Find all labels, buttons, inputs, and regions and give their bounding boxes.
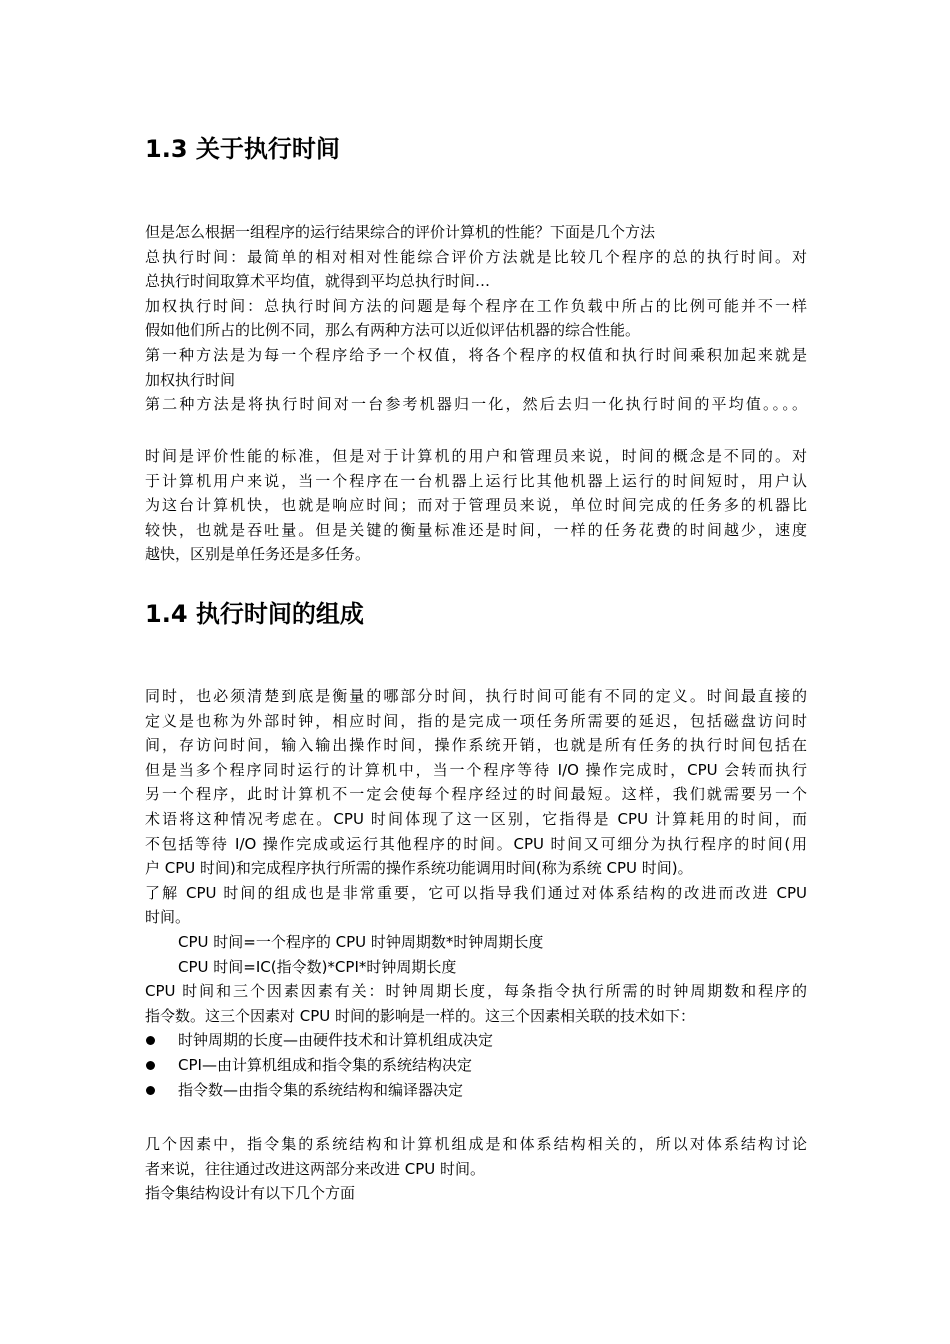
section-1-3-paragraph-1 <box>145 220 807 417</box>
bullet-icon <box>146 1086 155 1095</box>
text-line: 总执行时间取算术平均值，就得到平均总执行时间… <box>145 272 491 291</box>
text-line: 为这台计算机快，也就是响应时间；而对于管理员来说，单位时间完成的任务多的机器比 <box>145 496 807 515</box>
bullet-icon <box>146 1036 155 1045</box>
section-1-4-paragraph-3 <box>145 1132 807 1206</box>
bullet-text: 指令数—由指令集的系统结构和编译器决定 <box>178 1080 464 1099</box>
formula-line: CPU 时间=一个程序的 CPU 时钟周期数*时钟周期长度 <box>178 932 544 951</box>
text-line: 第一种方法是为每一个程序给予一个权值，将各个程序的权值和执行时间乘积加起来就是 <box>145 345 807 364</box>
text-line: 同时，也必须清楚到底是衡量的哪部分时间，执行时间可能有不同的定义。时间最直接的 <box>145 687 807 705</box>
section-1-3-paragraph-2 <box>145 444 807 567</box>
text-line: 时间是评价性能的标准，但是对于计算机的用户和管理员来说，时间的概念是不同的。对 <box>145 447 807 465</box>
text-line: 总执行时间：最简单的相对相对性能综合评价方法就是比较几个程序的总的执行时间。对 <box>145 247 807 266</box>
text-line: 几个因素中，指令集的系统结构和计算机组成是和体系结构相关的，所以对体系结构讨论 <box>145 1135 807 1153</box>
bullet-item <box>145 1078 807 1103</box>
text-line: 术语将这种情况考虑在。CPU 时间体现了这一区别，它指得是 CPU 计算耗用的时间，而 <box>145 809 807 828</box>
section-1-3-heading: 1.3 关于执行时间 <box>145 135 340 163</box>
section-1-4-heading: 1.4 执行时间的组成 <box>145 600 364 628</box>
text-line: 但是当多个程序同时运行的计算机中，当一个程序等待 I/O 操作完成时，CPU 会转而执行 <box>145 760 807 779</box>
text-line: 了解 CPU 时间的组成也是非常重要，它可以指导我们通过对体系结构的改进而改进 CPU <box>145 883 807 902</box>
text-line: 间，存访问时间，输入输出操作时间，操作系统开销，也就是所有任务的执行时间包括在 <box>145 736 807 755</box>
text-line: 假如他们所占的比例不同，那么有两种方法可以近似评估机器的综合性能。 <box>145 321 641 340</box>
section-1-4-paragraph-1 <box>145 684 807 1102</box>
text-line: 第二种方法是将执行时间对一台参考机器归一化，然后去归一化执行时间的平均值。。。。 <box>145 395 807 414</box>
text-line: 定义是也称为外部时钟，相应时间，指的是完成一项任务所需要的延迟，包括磁盘访问时 <box>145 711 807 730</box>
text-line: 不包括等待 I/O 操作完成或运行其他程序的时间。CPU 时间又可细分为执行程序的时间(用 <box>145 834 807 853</box>
text-line: 另一个程序，此时计算机不一定会使每个程序经过的时间最短。这样，我们就需要另一个 <box>145 785 807 804</box>
bullet-text: 时钟周期的长度—由硬件技术和计算机组成决定 <box>178 1031 494 1050</box>
text-line: 但是怎么根据一组程序的运行结果综合的评价计算机的性能？下面是几个方法 <box>145 223 656 241</box>
formula-line: CPU 时间=IC(指令数)*CPI*时钟周期长度 <box>178 957 457 976</box>
bullet-text: CPI—由计算机组成和指令集的系统结构决定 <box>178 1055 472 1074</box>
bullet-item <box>145 1028 807 1053</box>
text-line: 者来说，往往通过改进这两部分来改进 CPU 时间。 <box>145 1159 486 1178</box>
text-line: 于计算机用户来说，当一个程序在一台机器上运行比其他机器上运行的时间短时，用户认 <box>145 471 807 490</box>
text-line: 加权执行时间：总执行时间方法的问题是每个程序在工作负载中所占的比例可能并不一样 <box>145 296 807 315</box>
text-line: 时间。 <box>145 908 191 927</box>
text-line: 越快，区别是单任务还是多任务。 <box>145 545 371 564</box>
text-line: 指令数。这三个因素对 CPU 时间的影响是一样的。这三个因素相关联的技术如下： <box>145 1006 696 1025</box>
text-line: 较快，也就是吞吐量。但是关键的衡量标准还是时间，一样的任务花费的时间越少，速度 <box>145 520 807 539</box>
text-line: CPU 时间和三个因素因素有关：时钟周期长度，每条指令执行所需的时钟周期数和程序的 <box>145 982 807 1001</box>
bullet-icon <box>146 1061 155 1070</box>
bullet-item <box>145 1053 807 1078</box>
text-line: 加权执行时间 <box>145 370 236 389</box>
text-line: 户 CPU 时间)和完成程序执行所需的操作系统功能调用时间(称为系统 CPU 时间)。 <box>145 859 693 878</box>
text-line: 指令集结构设计有以下几个方面 <box>145 1184 356 1203</box>
